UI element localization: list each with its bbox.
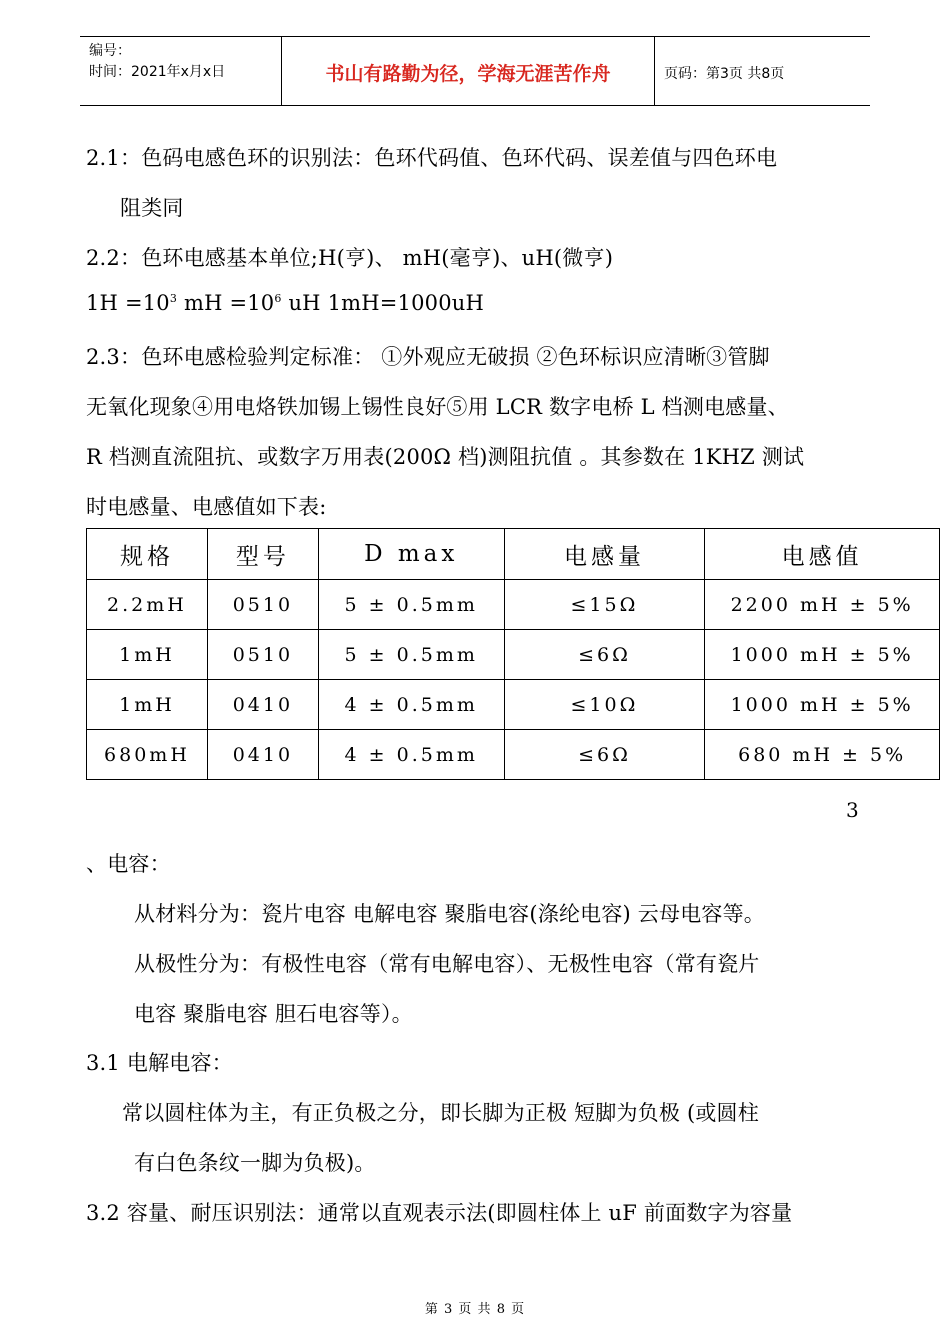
table-cell: 5 ± 0.5mm	[318, 630, 504, 680]
section-3-1-body-cont: 有白色条纹一脚为负极)。	[134, 1151, 376, 1175]
table-cell: 0410	[207, 680, 318, 730]
exponent: 3	[169, 292, 178, 305]
para-2-2: 2.2：色环电感基本单位;H(亨)、 mH(毫亨)、uH(微亨)	[86, 246, 614, 270]
table-cell: 5 ± 0.5mm	[318, 580, 504, 630]
table-cell: 4 ± 0.5mm	[318, 730, 504, 780]
number-label: 编号：	[89, 43, 131, 59]
table-cell: 1000 mH ± 5%	[705, 630, 940, 680]
header-motto: 书山有路勤为径，学海无涯苦作舟	[325, 63, 611, 85]
table-cell: 680 mH ± 5%	[705, 730, 940, 780]
page-footer: 第 3 页 共 8 页	[424, 1302, 526, 1317]
table-row	[87, 730, 940, 780]
section-3-title: 、电容：	[86, 852, 171, 876]
section-number: 3	[846, 798, 859, 822]
exponent: 6	[274, 292, 282, 305]
table-cell: ≤6Ω	[504, 630, 705, 680]
section-3-1-body: 常以圆柱体为主，有正负极之分，即长脚为正极 短脚为负极 (或圆柱	[122, 1101, 759, 1125]
material-classification: 从材料分为：瓷片电容 电解电容 聚脂电容(涤纶电容) 云母电容等。	[134, 902, 766, 926]
formula-part: 1H =10	[86, 291, 170, 315]
table-row	[87, 680, 940, 730]
formula-part: mH =10	[177, 291, 275, 315]
table-row	[87, 580, 940, 630]
header-cell: 规格	[87, 529, 208, 580]
table-cell: 2.2mH	[87, 580, 208, 630]
table-cell: ≤15Ω	[504, 580, 705, 630]
polarity-classification-cont: 电容 聚脂电容 胆石电容等）。	[134, 1002, 413, 1026]
unit-formula	[86, 291, 484, 315]
header-cell: 型号	[207, 529, 318, 580]
section-3-2-title: 3.2 容量、耐压识别法：通常以直观表示法(即圆柱体上 uF 前面数字为容量	[86, 1201, 793, 1225]
section-3-1-title: 3.1 电解电容：	[86, 1051, 233, 1075]
table-cell: 1000 mH ± 5%	[705, 680, 940, 730]
table-cell: 4 ± 0.5mm	[318, 680, 504, 730]
para-2-3-line2: 无氧化现象④用电烙铁加锡上锡性良好⑤用 LCR 数字电桥 L 档测电感量、	[86, 395, 789, 419]
table-header-row	[87, 529, 940, 580]
table-cell: ≤10Ω	[504, 680, 705, 730]
header-divider	[654, 37, 655, 105]
page-label: 页码：第3页 共8页	[664, 66, 785, 82]
para-2-1-cont: 阻类同	[120, 196, 184, 220]
header-cell: 电感值	[705, 529, 940, 580]
table-cell: 1mH	[87, 680, 208, 730]
table-cell: 0410	[207, 730, 318, 780]
table-cell: 1mH	[87, 630, 208, 680]
table-cell: 0510	[207, 580, 318, 630]
table-row	[87, 630, 940, 680]
para-2-3-line4: 时电感量、电感值如下表:	[86, 495, 327, 519]
table-cell: ≤6Ω	[504, 730, 705, 780]
header-cell: D max	[318, 529, 504, 580]
header-cell: 电感量	[504, 529, 705, 580]
polarity-classification: 从极性分为：有极性电容（常有电解电容）、无极性电容（常有瓷片	[134, 952, 760, 976]
para-2-3-line3: R 档测直流阻抗、或数字万用表(200Ω 档)测阻抗值 。其参数在 1KHZ 测试	[86, 445, 805, 469]
table-cell: 0510	[207, 630, 318, 680]
inductor-spec-table	[86, 528, 940, 780]
para-2-3: 2.3：色环电感检验判定标准： ①外观应无破损 ②色环标识应清晰③管脚	[86, 345, 770, 369]
table-cell: 2200 mH ± 5%	[705, 580, 940, 630]
para-2-1: 2.1：色码电感色环的识别法：色环代码值、色环代码、误差值与四色环电	[86, 146, 778, 170]
page-header	[80, 36, 870, 106]
formula-part: uH 1mH=1000uH	[281, 291, 485, 315]
table-cell: 680mH	[87, 730, 208, 780]
time-label: 时间：2021年x月x日	[89, 64, 226, 80]
